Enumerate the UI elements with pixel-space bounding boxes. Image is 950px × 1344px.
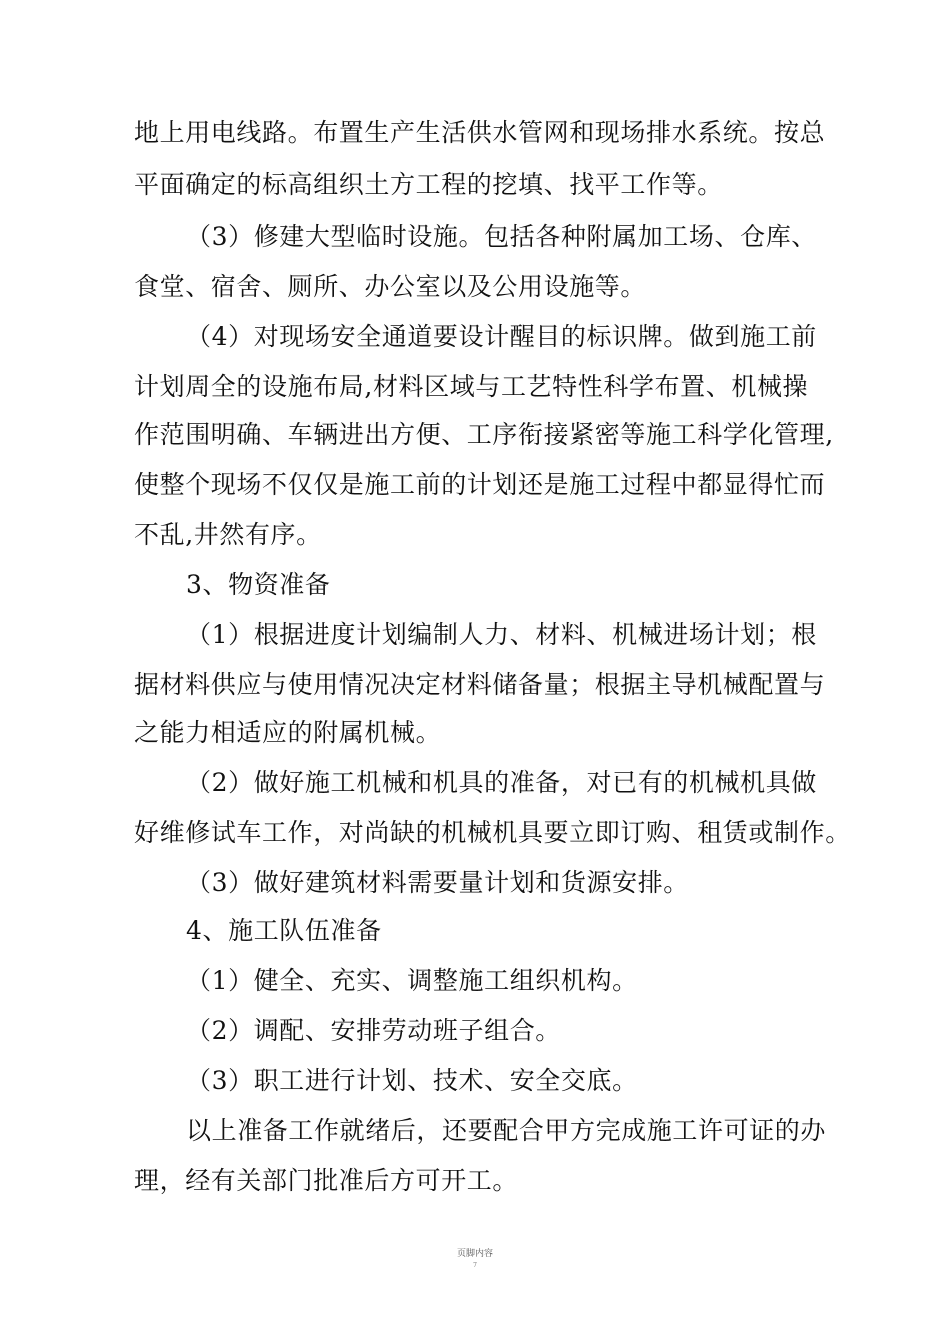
paragraph-line: 计划周全的设施布局,材料区域与工艺特性科学布置、机械操 (134, 372, 809, 401)
paragraph-line: （2）做好施工机械和机具的准备，对已有的机械机具做 (186, 768, 817, 797)
paragraph-line: （1）健全、充实、调整施工组织机构。 (186, 966, 638, 995)
paragraph-line: （2）调配、安排劳动班子组合。 (186, 1016, 561, 1045)
page-footer: 页脚内容 (456, 1249, 493, 1259)
paragraph-line: 好维修试车工作，对尚缺的机械机具要立即订购、租赁或制作。 (134, 818, 851, 847)
paragraph-line: （4）对现场安全通道要设计醒目的标识牌。做到施工前 (186, 322, 817, 351)
paragraph-line: 食堂、宿舍、厕所、办公室以及公用设施等。 (134, 272, 647, 301)
paragraph-line: 使整个现场不仅仅是施工前的计划还是施工过程中都显得忙而 (134, 470, 826, 499)
page-number: 7 (473, 1262, 477, 1269)
paragraph-line: 地上用电线路。布置生产生活供水管网和现场排水系统。按总 (134, 118, 826, 147)
paragraph-line: 以上准备工作就绪后，还要配合甲方完成施工许可证的办 (186, 1116, 827, 1145)
paragraph-line: （1）根据进度计划编制人力、材料、机械进场计划；根 (186, 620, 817, 649)
paragraph-line: （3）职工进行计划、技术、安全交底。 (186, 1066, 638, 1095)
paragraph-line: 平面确定的标高组织土方工程的挖填、找平工作等。 (134, 170, 723, 199)
paragraph-line: 理，经有关部门批准后方可开工。 (134, 1166, 519, 1195)
paragraph-line: 之能力相适应的附属机械。 (134, 718, 442, 747)
paragraph-line: （3）修建大型临时设施。包括各种附属加工场、仓库、 (186, 222, 817, 251)
section-heading: 4、施工队伍准备 (186, 916, 382, 945)
section-heading: 3、物资准备 (186, 570, 331, 599)
paragraph-line: 不乱,井然有序。 (134, 520, 322, 549)
paragraph-line: （3）做好建筑材料需要量计划和货源安排。 (186, 868, 689, 897)
paragraph-line: 作范围明确、车辆进出方便、工序衔接紧密等施工科学化管理, (134, 420, 834, 449)
paragraph-line: 据材料供应与使用情况决定材料储备量；根据主导机械配置与 (134, 670, 826, 699)
